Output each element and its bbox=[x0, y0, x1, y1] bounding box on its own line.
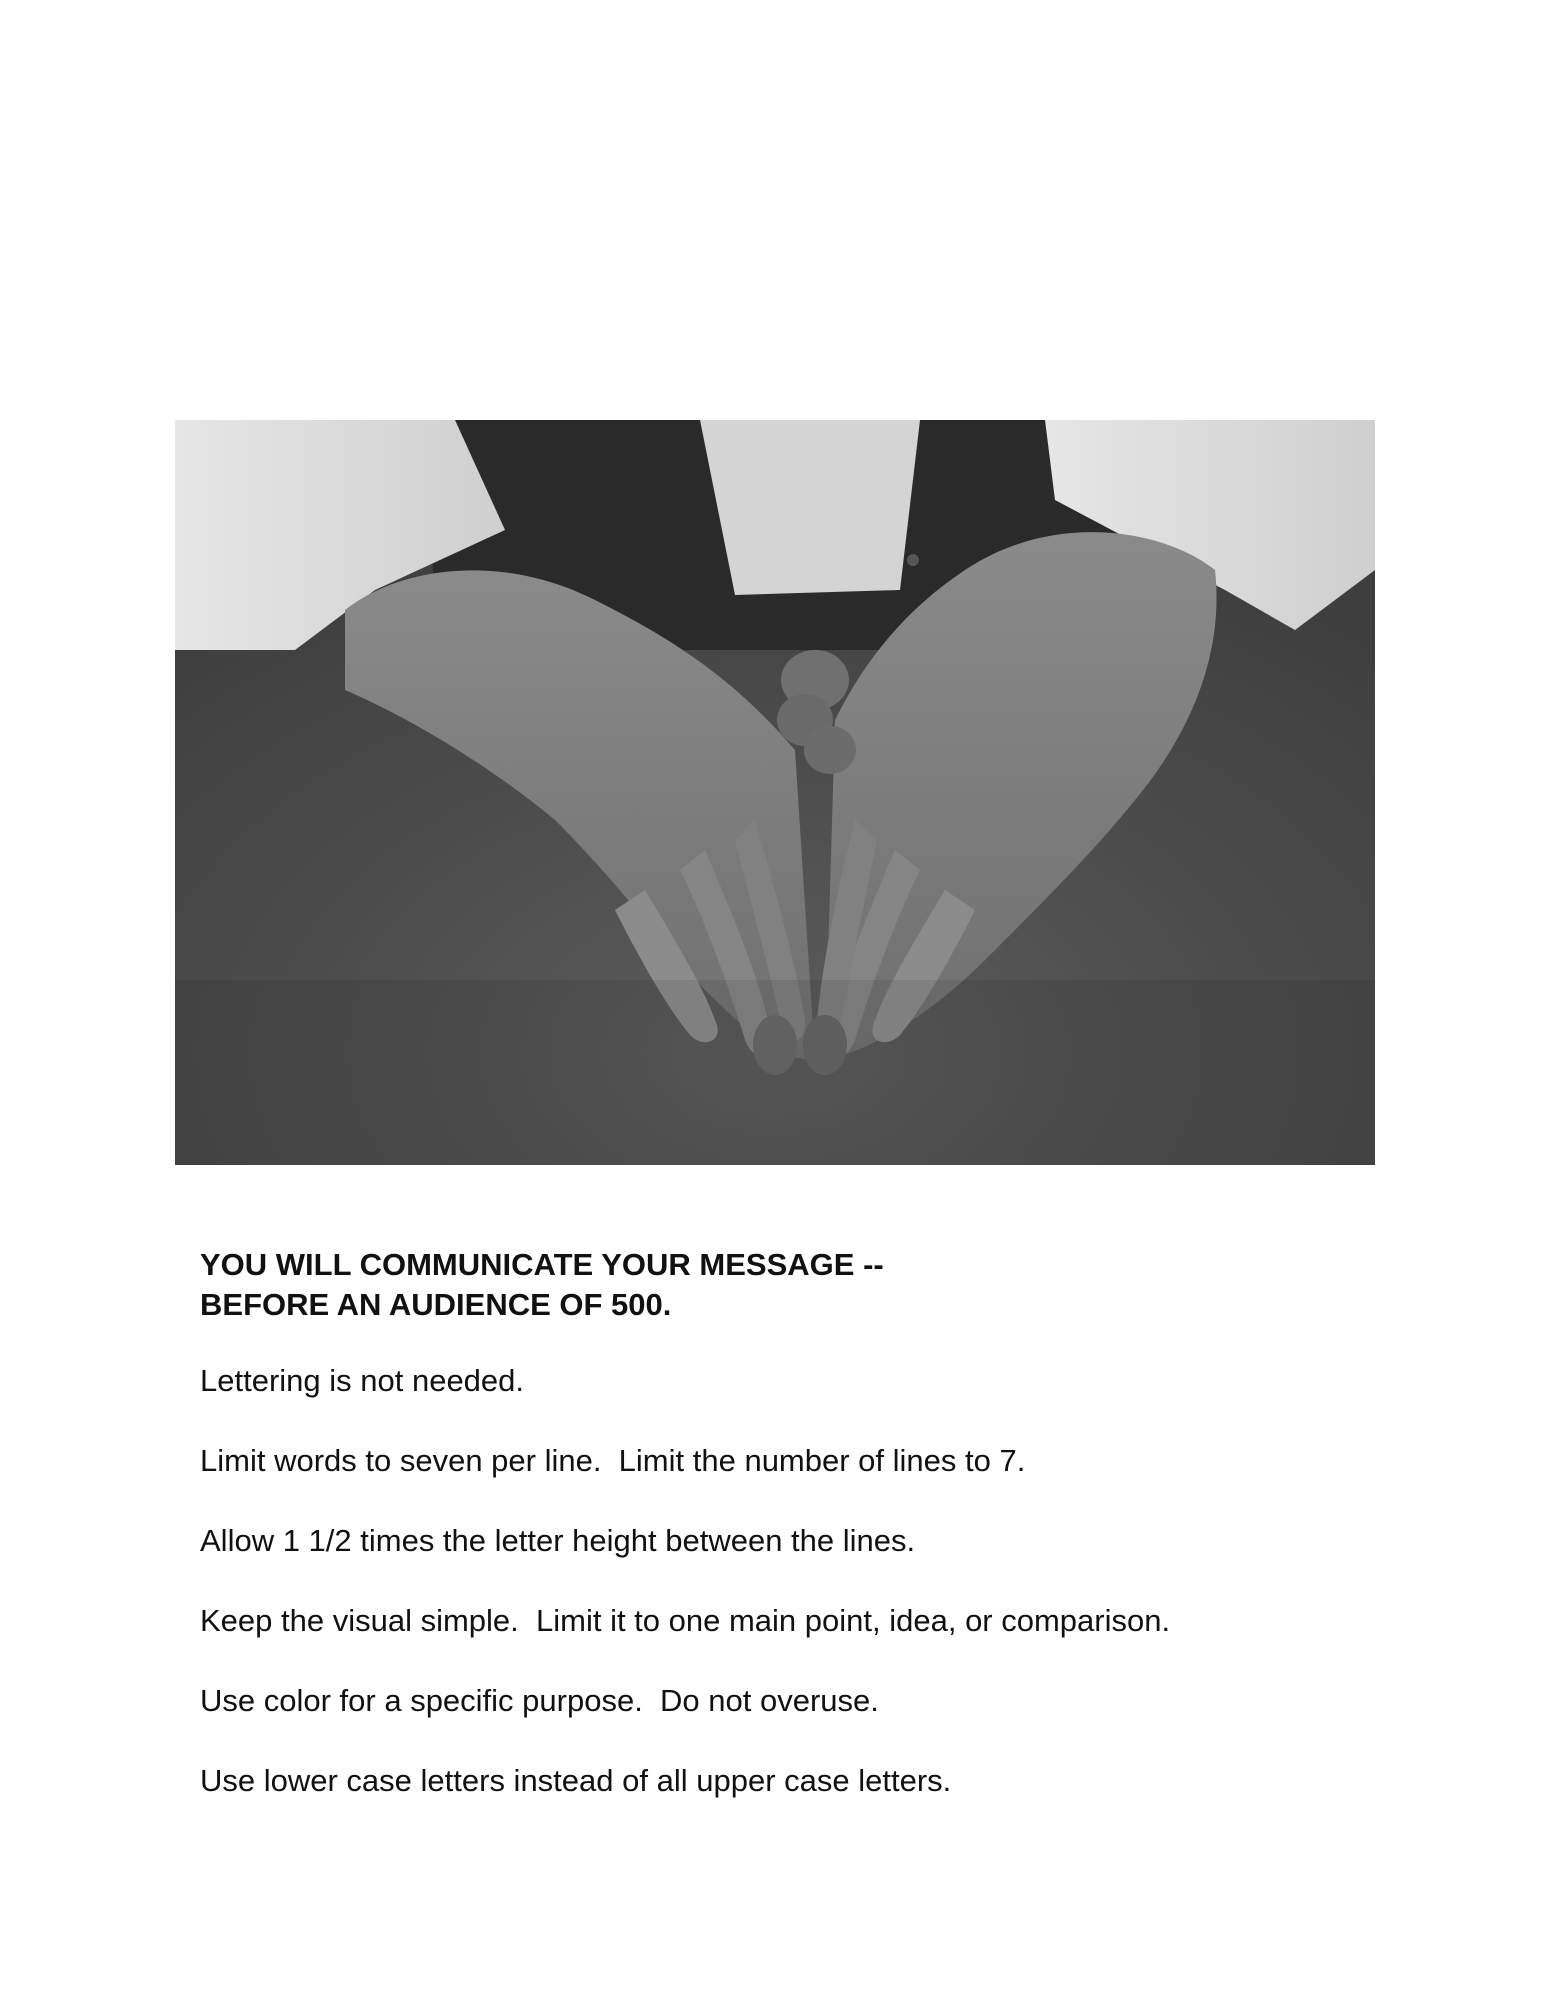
heading-line-1: YOU WILL COMMUNICATE YOUR MESSAGE -- bbox=[200, 1247, 884, 1282]
guideline-word-limit: Limit words to seven per line. Limit the number of lines to 7. bbox=[200, 1443, 1026, 1478]
guideline-case: Use lower case letters instead of all upper case letters. bbox=[200, 1763, 952, 1798]
hands-photo-illustration bbox=[175, 420, 1375, 1165]
guideline-line-spacing: Allow 1 1/2 times the letter height between the lines. bbox=[200, 1523, 916, 1558]
guideline-color: Use color for a specific purpose. Do not overuse. bbox=[200, 1683, 879, 1718]
heading-line-2: BEFORE AN AUDIENCE OF 500. bbox=[200, 1287, 672, 1322]
slide-guidelines bbox=[200, 1245, 1400, 1841]
hands-photograph bbox=[175, 420, 1375, 1165]
guideline-lettering: Lettering is not needed. bbox=[200, 1363, 525, 1398]
page-heading bbox=[200, 1245, 1400, 1325]
guideline-simplicity: Keep the visual simple. Limit it to one main point, idea, or comparison. bbox=[200, 1603, 1171, 1638]
